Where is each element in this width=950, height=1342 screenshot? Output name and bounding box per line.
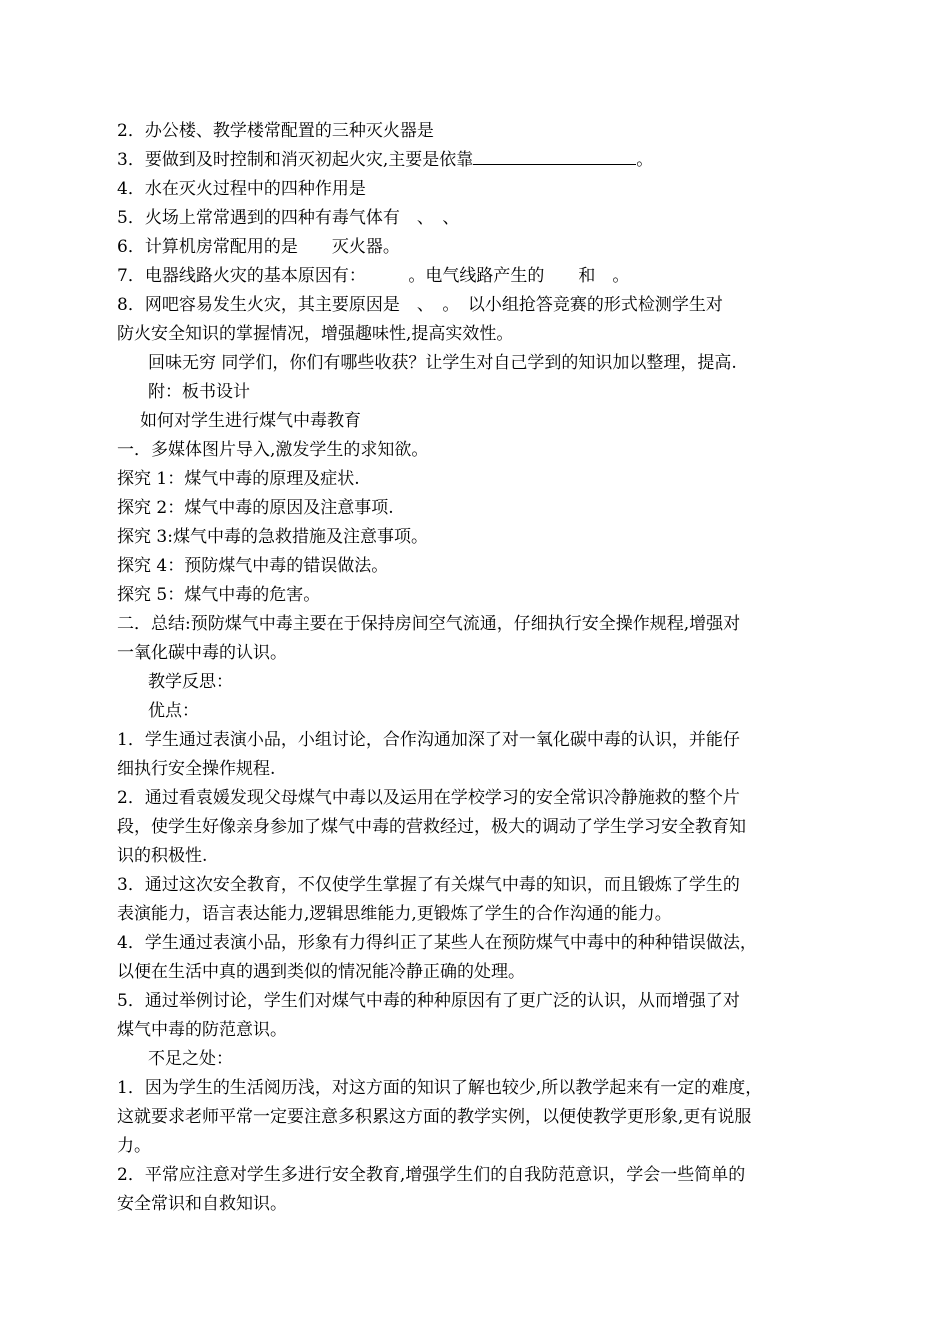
text-segment: 。	[636, 150, 654, 170]
text-line: 6．计算机房常配用的是 灭火器。	[117, 237, 400, 257]
subheading: 不足之处：	[148, 1049, 233, 1069]
subheading: 教学反思：	[148, 672, 233, 692]
text-line: 探究 1：煤气中毒的原理及症状.	[117, 469, 360, 489]
section-title: 如何对学生进行煤气中毒教育	[140, 411, 361, 431]
text-line: 防火安全知识的掌握情况，增强趣味性,提高实效性。	[117, 324, 514, 344]
text-line: 4．水在灭火过程中的四种作用是	[117, 179, 366, 199]
answer-blank	[473, 150, 636, 165]
text-line: 回味无穷 同学们，你们有哪些收获？让学生对自己学到的知识加以整理，提高.	[148, 353, 737, 373]
text-line: 一．多媒体图片导入,激发学生的求知欲。	[117, 440, 429, 460]
text-line: 一氧化碳中毒的认识。	[117, 643, 287, 663]
text-line: 1．因为学生的生活阅历浅，对这方面的知识了解也较少,所以教学起来有一定的难度，	[117, 1078, 763, 1098]
text-line: 5．通过举例讨论，学生们对煤气中毒的种种原因有了更广泛的认识，从而增强了对	[117, 991, 740, 1011]
text-line: 这就要求老师平常一定要注意多积累这方面的教学实例，以便使教学更形象,更有说服	[117, 1107, 752, 1127]
text-line: 探究 2：煤气中毒的原因及注意事项.	[117, 498, 394, 518]
document-page	[117, 117, 833, 1219]
text-line: 5．火场上常常遇到的四种有毒气体有 、 、	[117, 208, 460, 228]
text-line: 2．平常应注意对学生多进行安全教育,增强学生们的自我防范意识，学会一些简单的	[117, 1165, 746, 1185]
text-line: 1．学生通过表演小品，小组讨论，合作沟通加深了对一氧化碳中毒的认识，并能仔	[117, 730, 740, 750]
text-line: 探究 5：煤气中毒的危害。	[117, 585, 321, 605]
text-line: 8．网吧容易发生火灾，其主要原因是 、 。 以小组抢答竞赛的形式检测学生对	[117, 295, 723, 315]
text-line	[117, 146, 833, 175]
text-line: 4．学生通过表演小品，形象有力得纠正了某些人在预防煤气中毒中的种种错误做法，	[117, 933, 757, 953]
text-line: 2．通过看袁媛发现父母煤气中毒以及运用在学校学习的安全常识冷静施救的整个片	[117, 788, 740, 808]
text-line: 表演能力，语言表达能力,逻辑思维能力,更锻炼了学生的合作沟通的能力。	[117, 904, 672, 924]
text-line: 识的积极性.	[117, 846, 208, 866]
text-line: 以便在生活中真的遇到类似的情况能冷静正确的处理。	[117, 962, 525, 982]
text-segment: 3．要做到及时控制和消灭初起火灾,主要是依靠	[117, 150, 474, 170]
text-line: 段，使学生好像亲身参加了煤气中毒的营救经过，极大的调动了学生学习安全教育知	[117, 817, 746, 837]
text-line: 2．办公楼、教学楼常配置的三种灭火器是	[117, 121, 434, 141]
text-line: 安全常识和自救知识。	[117, 1194, 287, 1214]
subheading: 优点：	[148, 701, 199, 721]
text-line: 探究 4：预防煤气中毒的错误做法。	[117, 556, 389, 576]
text-line: 3．通过这次安全教育，不仅使学生掌握了有关煤气中毒的知识，而且锻炼了学生的	[117, 875, 740, 895]
text-line: 二．总结:预防煤气中毒主要在于保持房间空气流通，仔细执行安全操作规程,增强对	[117, 614, 741, 634]
text-line: 探究 3:煤气中毒的急救措施及注意事项。	[117, 527, 428, 547]
text-line: 细执行安全操作规程.	[117, 759, 276, 779]
text-line: 7．电器线路火灾的基本原因有： 。电气线路产生的 和 。	[117, 266, 630, 286]
text-line: 煤气中毒的防范意识。	[117, 1020, 287, 1040]
text-line: 力。	[117, 1136, 151, 1156]
text-line: 附：板书设计	[148, 382, 250, 402]
